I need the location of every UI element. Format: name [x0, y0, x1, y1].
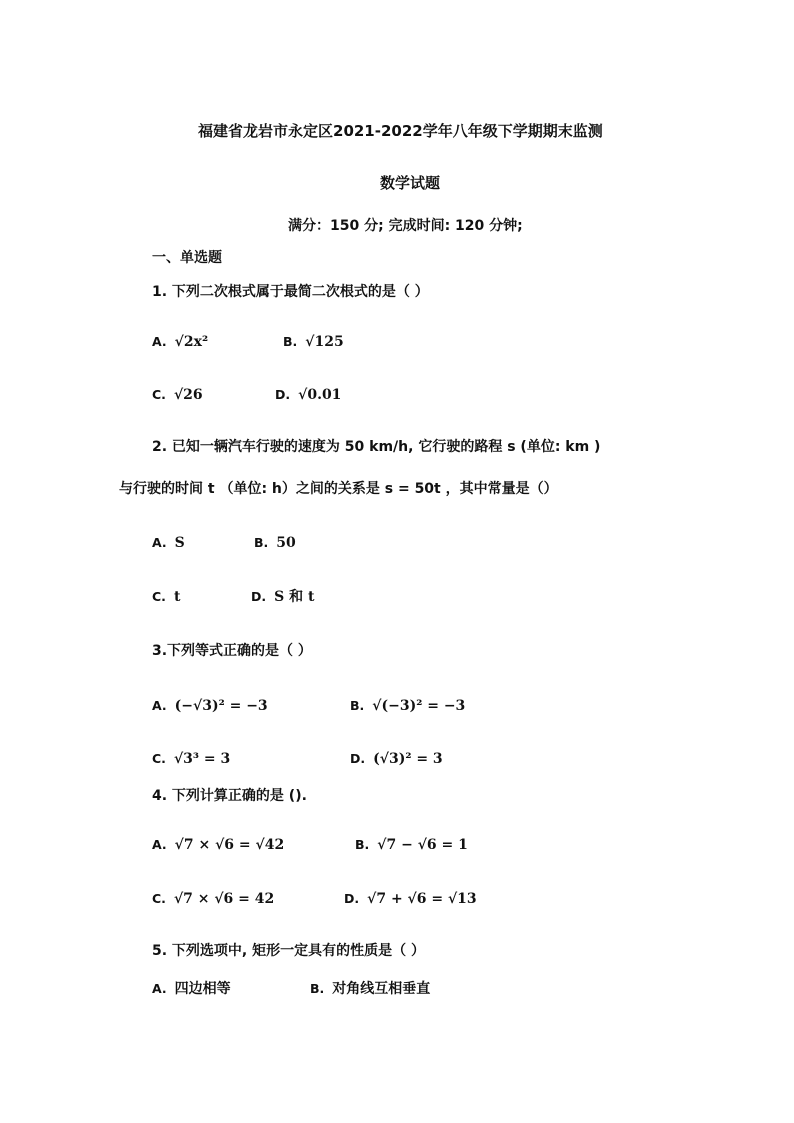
question-5-option-b — [310, 979, 430, 999]
option-text: (√3)² = 3 — [373, 751, 443, 767]
exam-title: 福建省龙岩市永定区2021-2022学年八年级下学期期末监测 — [198, 122, 603, 140]
option-label: B. — [310, 981, 325, 996]
option-text: S 和 t — [274, 589, 315, 605]
option-text: √0.01 — [298, 387, 342, 403]
option-label: D. — [251, 589, 267, 604]
option-text: t — [173, 589, 181, 605]
question-1-option-b — [283, 332, 344, 352]
question-2-option-d — [251, 587, 314, 607]
question-2-option-a — [152, 533, 185, 553]
option-label: A. — [152, 837, 167, 852]
option-label: A. — [152, 698, 167, 713]
option-label: A. — [152, 334, 167, 349]
question-4-option-b — [355, 835, 468, 855]
option-text: 对角线互相垂直 — [332, 981, 431, 997]
question-4-option-c — [152, 889, 274, 909]
option-text: 50 — [276, 535, 296, 551]
option-text: √7 × √6 = 42 — [173, 891, 275, 907]
question-3-stem: 3.下列等式正确的是（ ） — [152, 643, 312, 659]
question-3-option-a — [152, 696, 268, 716]
question-1-option-a — [152, 332, 208, 352]
option-label: C. — [152, 751, 166, 766]
option-label: B. — [283, 334, 298, 349]
option-text: √7 − √6 = 1 — [377, 837, 468, 853]
exam-subtitle: 数学试题 — [380, 174, 441, 192]
section-heading: 一、单选题 — [152, 250, 222, 266]
question-4-option-d — [344, 889, 477, 909]
option-text: 四边相等 — [174, 981, 231, 997]
option-text: √(−3)² = −3 — [372, 698, 466, 714]
option-text: √7 × √6 = √42 — [174, 837, 285, 853]
exam-info: 满分：150 分; 完成时间: 120 分钟; — [288, 218, 523, 234]
question-1-option-c — [152, 385, 203, 405]
question-5-stem: 5. 下列选项中, 矩形一定具有的性质是（ ） — [152, 943, 425, 959]
option-label: B. — [355, 837, 370, 852]
option-label: D. — [344, 891, 360, 906]
option-text: √125 — [305, 334, 344, 350]
option-text: (−√3)² = −3 — [174, 698, 268, 714]
option-label: C. — [152, 589, 166, 604]
option-text: √7 + √6 = √13 — [367, 891, 477, 907]
option-label: C. — [152, 387, 166, 402]
question-3-option-c — [152, 749, 230, 769]
option-label: A. — [152, 981, 167, 996]
question-2-stem-line1: 2. 已知一辆汽车行驶的速度为 50 km/h, 它行驶的路程 s (单位: km ) — [152, 439, 601, 455]
question-4-option-a — [152, 835, 284, 855]
option-label: D. — [275, 387, 291, 402]
option-text: √3³ = 3 — [173, 751, 231, 767]
option-label: D. — [350, 751, 366, 766]
option-text: √26 — [173, 387, 203, 403]
question-5-option-a — [152, 979, 231, 999]
option-label: A. — [152, 535, 167, 550]
option-label: B. — [254, 535, 269, 550]
question-4-stem: 4. 下列计算正确的是 (). — [152, 788, 307, 804]
question-1-option-d — [275, 385, 341, 405]
option-label: B. — [350, 698, 365, 713]
question-3-option-d — [350, 749, 443, 769]
question-2-option-c — [152, 587, 180, 607]
question-2-stem-line2: 与行驶的时间 t （单位: h）之间的关系是 s = 50t ，其中常量是（） — [119, 481, 558, 497]
option-label: C. — [152, 891, 166, 906]
question-1-stem: 1. 下列二次根式属于最简二次根式的是（ ） — [152, 284, 429, 300]
option-text: √2x² — [174, 334, 209, 350]
question-3-option-b — [350, 696, 465, 716]
question-2-option-b — [254, 533, 296, 553]
option-text: S — [174, 535, 185, 551]
